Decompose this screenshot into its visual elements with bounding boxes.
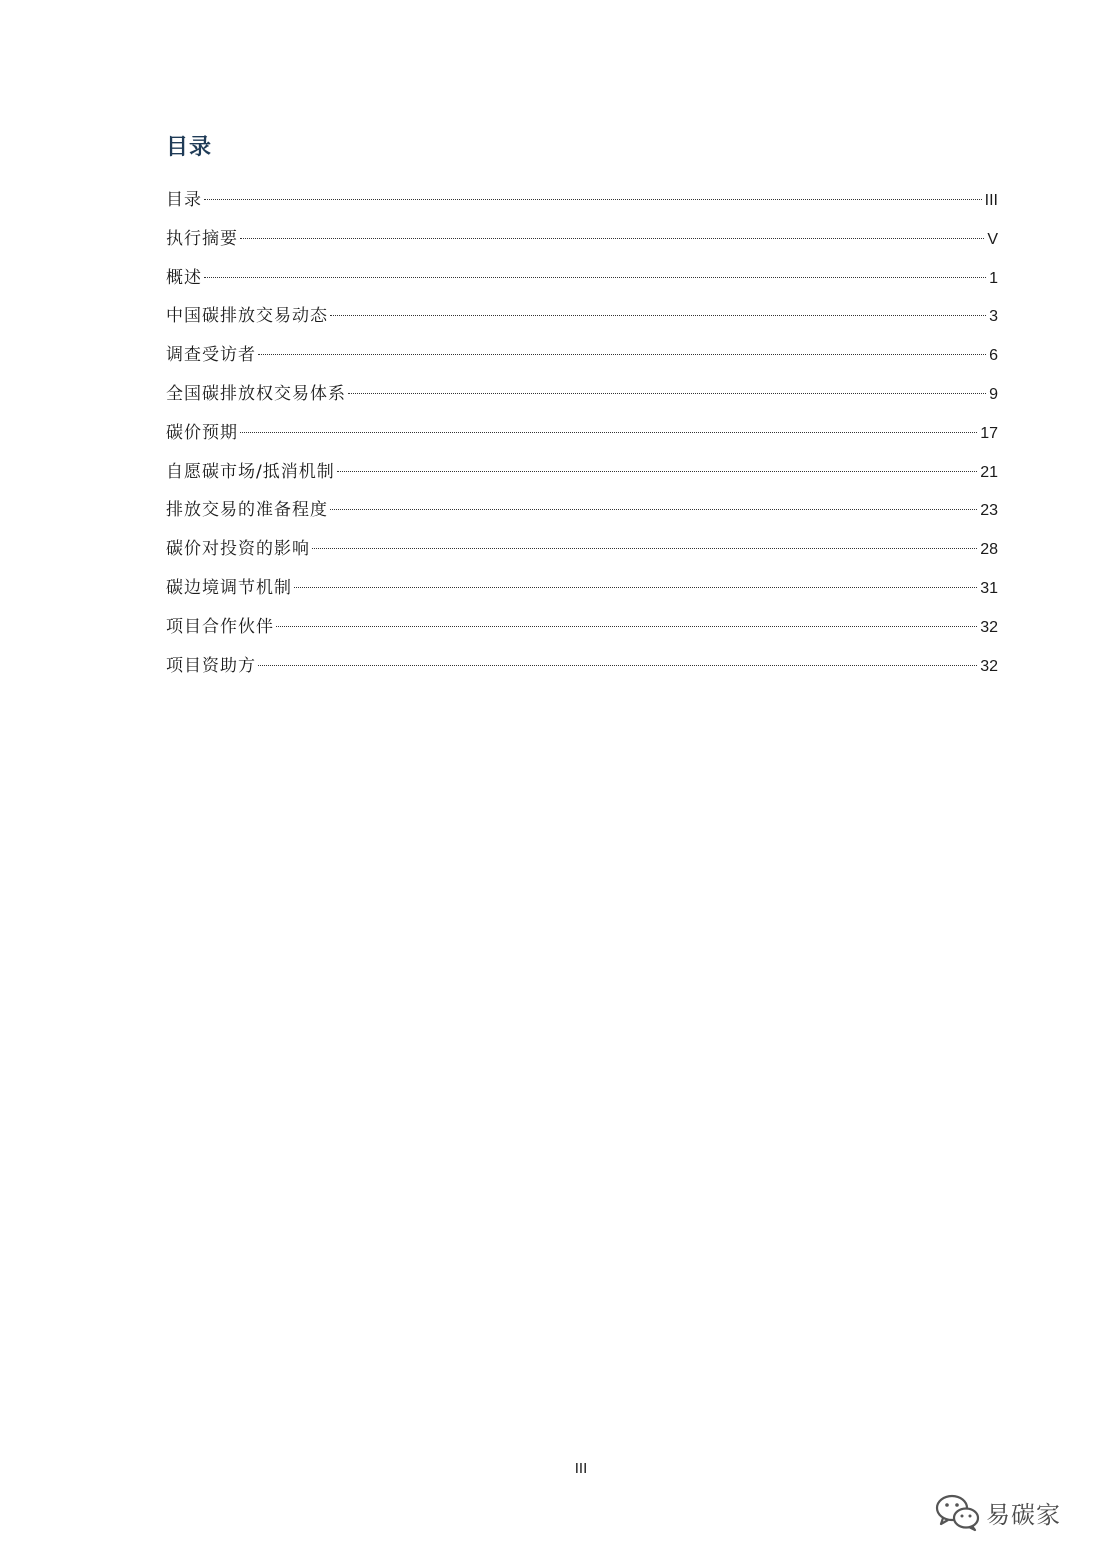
toc-entry-page: 1 bbox=[989, 269, 998, 287]
toc-dot-leader bbox=[330, 509, 977, 510]
toc-entry-page: III bbox=[984, 192, 998, 209]
toc-heading: 目录 bbox=[166, 135, 213, 160]
toc-dot-leader bbox=[258, 665, 977, 666]
toc-dot-leader bbox=[348, 393, 986, 394]
toc-dot-leader bbox=[330, 315, 986, 316]
toc-entry-title: 调查受访者 bbox=[166, 345, 256, 366]
toc-entry-title: 项目合作伙伴 bbox=[166, 616, 274, 637]
toc-entry[interactable] bbox=[166, 302, 998, 341]
toc-entry-title: 概述 bbox=[166, 267, 202, 288]
toc-entry[interactable] bbox=[166, 264, 998, 303]
watermark-text: 易碳家 bbox=[986, 1500, 1061, 1529]
toc-entry-title: 碳边境调节机制 bbox=[166, 577, 292, 598]
toc-entry-page: V bbox=[987, 230, 998, 248]
toc-entry-title: 碳价预期 bbox=[166, 422, 238, 443]
toc-dot-leader bbox=[204, 277, 986, 278]
wechat-icon bbox=[934, 1492, 982, 1532]
toc-entry[interactable] bbox=[166, 380, 998, 419]
toc-entry-title: 目录 bbox=[166, 190, 202, 210]
toc-dot-leader bbox=[312, 548, 977, 549]
toc-entry-page: 32 bbox=[980, 657, 998, 675]
toc-dot-leader bbox=[204, 199, 982, 200]
toc-entry-title: 项目资助方 bbox=[166, 655, 256, 676]
toc-entry[interactable] bbox=[166, 458, 998, 497]
toc-entry-page: 21 bbox=[980, 463, 998, 481]
toc-entry-page: 28 bbox=[980, 541, 998, 559]
toc-entry[interactable] bbox=[166, 186, 998, 225]
toc-dot-leader bbox=[258, 354, 986, 355]
toc-entry-title: 执行摘要 bbox=[166, 228, 238, 249]
toc-dot-leader bbox=[337, 471, 977, 472]
toc-entry-title: 全国碳排放权交易体系 bbox=[166, 383, 346, 404]
toc-entry-page: 17 bbox=[980, 424, 998, 442]
toc-dot-leader bbox=[240, 238, 984, 239]
toc-entry-page: 23 bbox=[980, 502, 998, 520]
toc-entry-page: 32 bbox=[980, 618, 998, 636]
toc-entry-title: 自愿碳市场/抵消机制 bbox=[166, 461, 335, 482]
toc-entry-page: 9 bbox=[989, 385, 998, 403]
toc-entry[interactable] bbox=[166, 574, 998, 613]
toc-dot-leader bbox=[240, 432, 977, 433]
toc-dot-leader bbox=[276, 626, 977, 627]
toc-entry-page: 31 bbox=[980, 579, 998, 597]
watermark bbox=[934, 1492, 1061, 1532]
toc-entry[interactable] bbox=[166, 652, 998, 691]
toc-entry-title: 排放交易的准备程度 bbox=[166, 500, 328, 521]
toc-entry[interactable] bbox=[166, 613, 998, 652]
toc-entry[interactable] bbox=[166, 225, 998, 264]
toc-entry-page: 6 bbox=[989, 347, 998, 365]
toc-entry-page: 3 bbox=[989, 308, 998, 326]
toc-entry[interactable] bbox=[166, 419, 998, 458]
toc-dot-leader bbox=[294, 587, 977, 588]
toc-entry[interactable] bbox=[166, 341, 998, 380]
toc-entry[interactable] bbox=[166, 496, 998, 535]
page-number: III bbox=[574, 1460, 588, 1477]
toc-entry-title: 中国碳排放交易动态 bbox=[166, 306, 328, 327]
toc-entry-title: 碳价对投资的影响 bbox=[166, 539, 310, 560]
table-of-contents bbox=[166, 186, 998, 690]
toc-entry[interactable] bbox=[166, 535, 998, 574]
